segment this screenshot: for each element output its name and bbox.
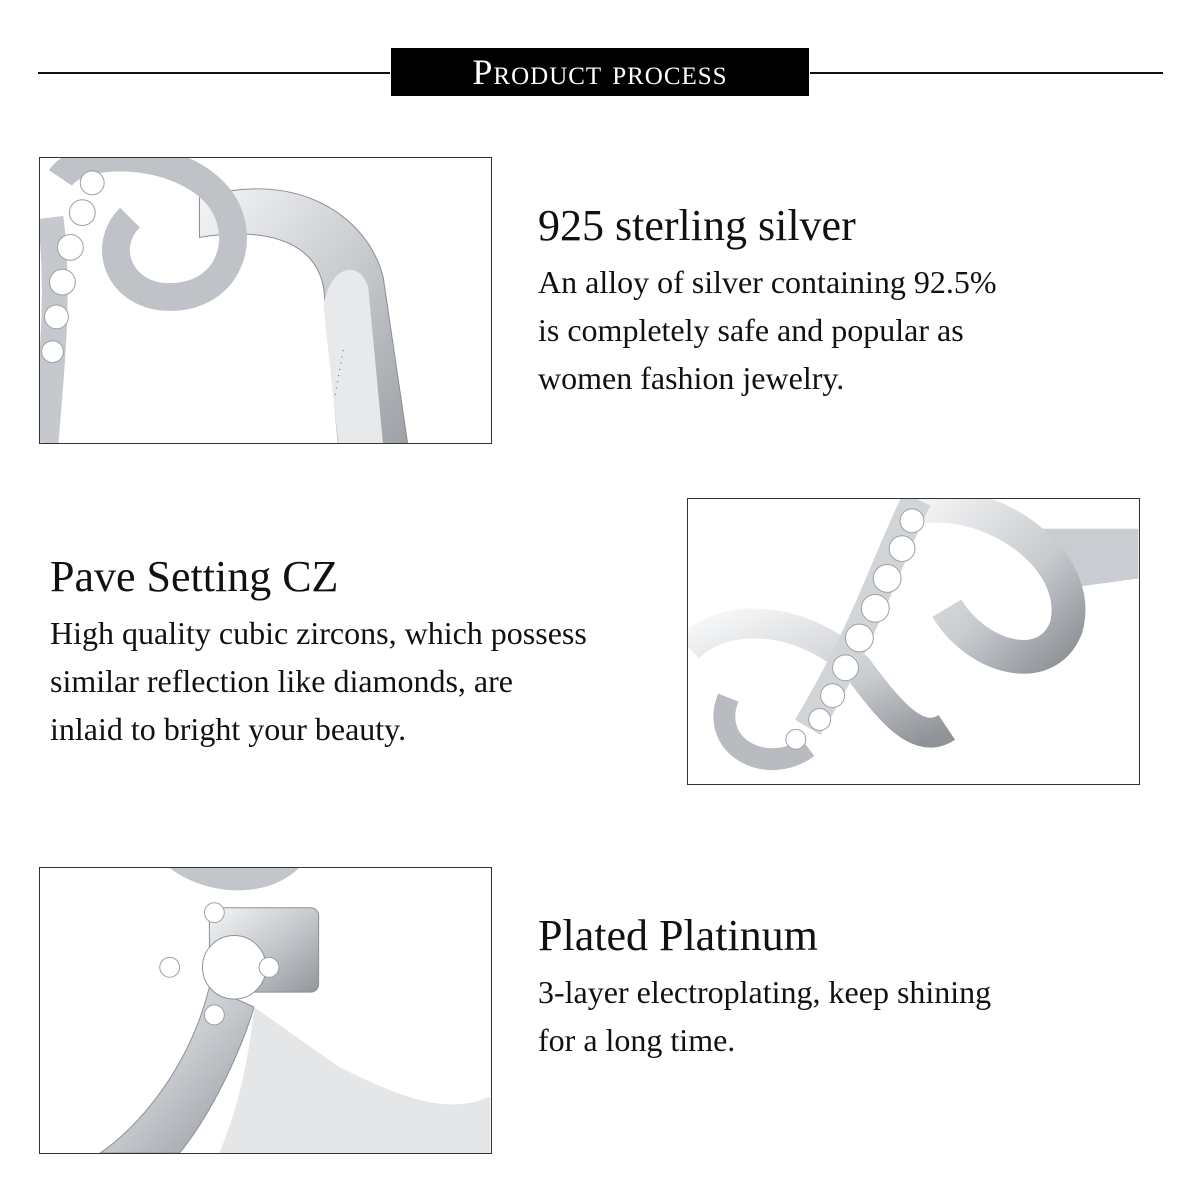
feature-line: 3-layer electroplating, keep shining (538, 974, 992, 1010)
photo-plated-platinum (39, 867, 492, 1154)
section-title: Product process (472, 52, 728, 92)
photo-pave-setting (687, 498, 1140, 785)
feature-plated-platinum (538, 910, 1098, 1064)
feature-line: inlaid to bright your beauty. (50, 711, 407, 747)
feature-title: Plated Platinum (538, 911, 818, 960)
feature-line: An alloy of silver containing 92.5% (538, 264, 997, 300)
feature-sterling-silver (538, 200, 1098, 402)
feature-line: women fashion jewelry. (538, 360, 845, 396)
section-title-banner (391, 48, 809, 96)
header-rule-left (38, 72, 390, 74)
feature-pave-setting (50, 551, 670, 753)
photo-sterling-silver (39, 157, 492, 444)
feature-line: High quality cubic zircons, which possess (50, 615, 587, 651)
prong-setting-closeup-icon (40, 868, 491, 1153)
ring-band-closeup-icon (40, 158, 491, 443)
feature-line: for a long time. (538, 1022, 736, 1058)
feature-description (538, 968, 1098, 1064)
feature-title: Pave Setting CZ (50, 552, 339, 601)
svg-text:· · · · · · · ·: · · · · · · · · (330, 348, 350, 397)
feature-description (50, 609, 670, 753)
header-rule-right (810, 72, 1163, 74)
feature-title: 925 sterling silver (538, 201, 856, 250)
infinity-ring-closeup-icon (688, 499, 1139, 784)
feature-line: is completely safe and popular as (538, 312, 964, 348)
feature-line: similar reflection like diamonds, are (50, 663, 513, 699)
feature-description (538, 258, 1098, 402)
